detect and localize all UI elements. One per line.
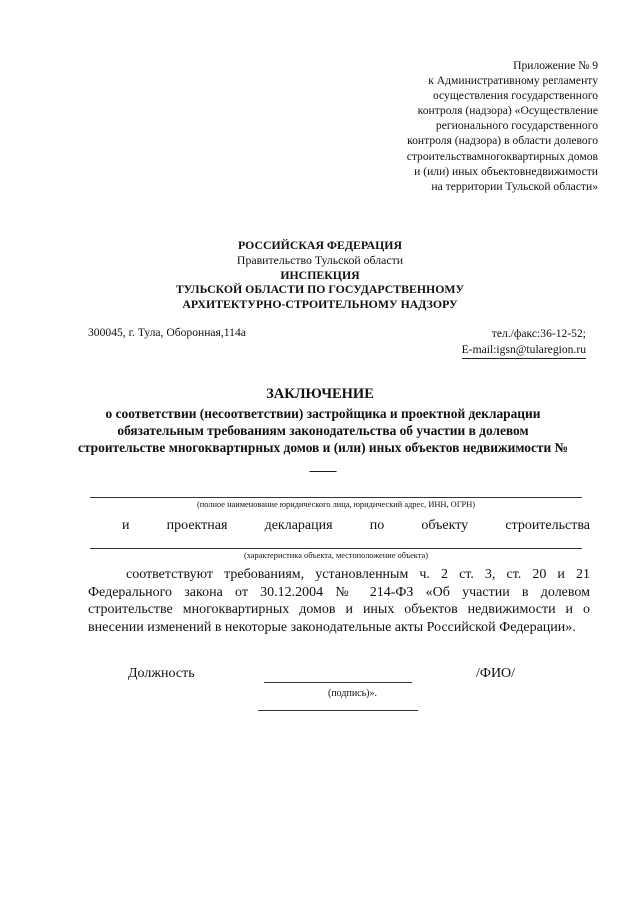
phone-fax: тел./факс:36-12-52; bbox=[491, 327, 586, 340]
object-fill-line bbox=[90, 548, 582, 549]
row-word: и bbox=[122, 518, 130, 533]
organization-line-1: ТУЛЬСКОЙ ОБЛАСТИ ПО ГОСУДАРСТВЕННОМУ bbox=[175, 282, 465, 297]
fio-label: /ФИО/ bbox=[476, 666, 516, 681]
country-name: РОССИЙСКАЯ ФЕДЕРАЦИЯ bbox=[238, 238, 402, 252]
row-word: объекту bbox=[421, 518, 469, 533]
developer-fill-line bbox=[90, 497, 582, 498]
row-word: строительства bbox=[505, 518, 590, 533]
document-subtitle: о соответствии (несоответствии) застройщика и проектной декларации обязательным требованиям законодательства об участии в долевом строительстве многоквартирных домов и (или) иных объектов недвижимости № ____ bbox=[78, 406, 569, 473]
bottom-divider bbox=[258, 710, 418, 711]
appendix-line: контроля (надзора) в области долевого bbox=[407, 134, 598, 148]
organization-line-2: АРХИТЕКТУРНО-СТРОИТЕЛЬНОМУ НАДЗОРУ bbox=[182, 297, 458, 312]
inspection-name: ИНСПЕКЦИЯ bbox=[280, 267, 360, 282]
email-address: E-mail:igsn@tularegion.ru bbox=[462, 342, 586, 359]
appendix-line: на территории Тульской области» bbox=[431, 179, 598, 193]
contact-block bbox=[462, 326, 586, 359]
signature-caption: (подпись)». bbox=[328, 688, 378, 699]
signature-line bbox=[264, 682, 412, 683]
appendix-line: строительствамногоквартирных домов bbox=[406, 149, 598, 163]
row-word: проектная bbox=[166, 518, 228, 533]
row-word: по bbox=[369, 518, 385, 533]
appendix-line: Приложение № 9 bbox=[513, 59, 598, 72]
row-word: декларация bbox=[264, 518, 333, 533]
organization-address: 300045, г. Тула, Оборонная,114а bbox=[88, 326, 246, 339]
developer-caption: (полное наименование юридического лица, юридический адрес, ИНН, ОГРН) bbox=[196, 500, 476, 509]
compliance-text: соответствуют требованиям, установленным ч. 2 ст. 3, ст. 20 и 21 Федерального закона от 30.12.2004 № 214-ФЗ «Об участии в долевом строительстве многоквартирных домов и иных объектов недвижимости и о внесении изменений в некоторые законодательные акты Российской Федерации». bbox=[88, 567, 590, 635]
appendix-line: и (или) иных объектовнедвижимости bbox=[414, 164, 598, 178]
position-label: Должность bbox=[128, 666, 195, 681]
appendix-block bbox=[338, 58, 598, 194]
object-caption: (характеристика объекта, местоположение объекта) bbox=[243, 551, 429, 560]
document-header bbox=[0, 238, 640, 312]
appendix-line: осуществления государственного bbox=[432, 89, 598, 103]
compliance-paragraph bbox=[88, 566, 590, 636]
appendix-line: к Административному регламенту bbox=[428, 74, 598, 88]
appendix-line: контроля (надзора) «Осуществление bbox=[417, 104, 598, 118]
appendix-line: регионального государственного bbox=[435, 119, 598, 133]
declaration-row bbox=[122, 518, 590, 534]
document-title: ЗАКЛЮЧЕНИЕ bbox=[266, 386, 374, 402]
government-name: Правительство Тульской области bbox=[236, 252, 404, 267]
